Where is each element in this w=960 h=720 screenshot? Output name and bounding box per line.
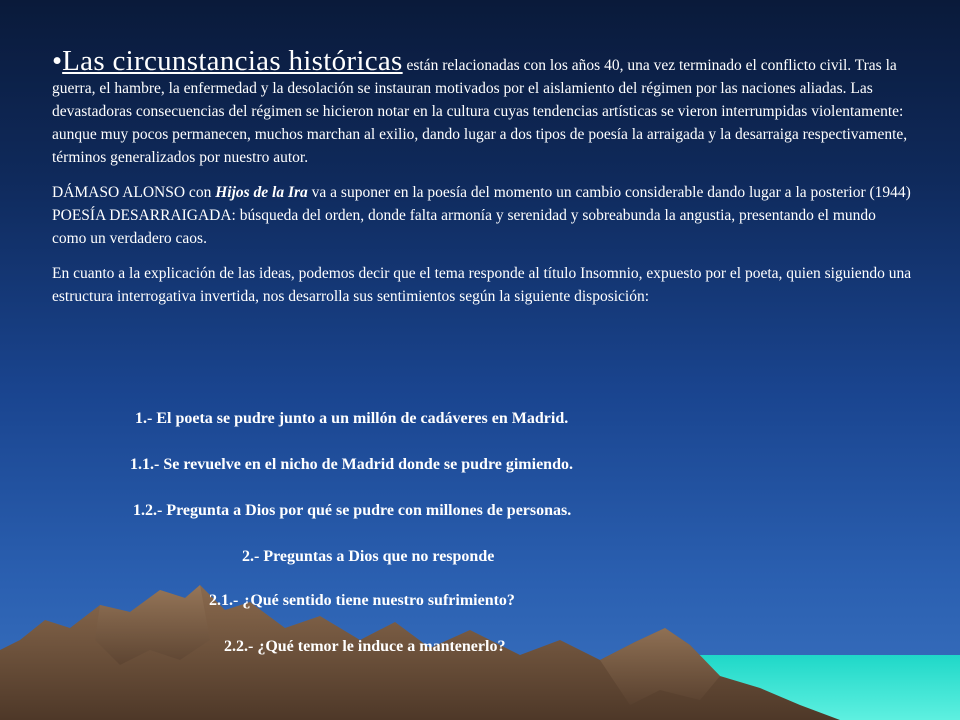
outline-item: 2.1.- ¿Qué sentido tiene nuestro sufrimiento? <box>209 592 515 609</box>
outline-item: 2.2.- ¿Qué temor le induce a mantenerlo? <box>224 638 506 655</box>
outline-item: 1.2.- Pregunta a Dios por qué se pudre con millones de personas. <box>133 502 572 519</box>
section-heading: Las circunstancias históricas <box>62 45 403 77</box>
paragraph-historical-context <box>52 45 912 169</box>
paragraph-3-text: En cuanto a la explicación de las ideas, podemos decir que el tema responde al título Insomnio, expuesto por el poeta, quien siguiendo una estructura interrogativa invertida, nos desarrolla sus sentimientos según la siguiente disposición: <box>52 265 912 305</box>
paragraph-1-text: están relacionadas con los años 40, una vez terminado el conflicto civil. Tras la guerra, el hambre, la enfermedad y la desolación se instauran motivados por el aislamiento del régimen por las naciones aliadas. Las devastadoras consecuencias del régimen se hicieron notar en la cultura cuyas tendencias artísticas se vieron interrumpidas violentamente: aunque muy pocos permanecen, muchos marchan al exilio, dando lugar a dos tipos de poesía la arraigada y la desarraiga respectivamente, términos generalizados por nuestro autor. <box>52 57 908 166</box>
bullet-dot: • <box>52 45 63 77</box>
outline-item: 2.- Preguntas a Dios que no responde <box>242 548 495 565</box>
work-title: Hijos de la Ira <box>215 184 308 201</box>
paragraph-ideas <box>52 262 912 308</box>
outline-item: 1.- El poeta se pudre junto a un millón de cadáveres en Madrid. <box>135 410 569 427</box>
paragraph-2-text: va a suponer en la poesía del momento un cambio considerable dando lugar a la posterior (1944) POESÍA DESARRAIGADA: búsqueda del orden, donde falta armonía y serenidad y sobreabunda la angustia, presentando el mundo como un verdadero caos. <box>52 184 911 247</box>
paragraph-2-intro: DÁMASO ALONSO con <box>52 184 216 201</box>
paragraph-damaso-alonso <box>52 181 912 250</box>
slide-content <box>52 45 912 320</box>
outline-item: 1.1.- Se revuelve en el nicho de Madrid donde se pudre gimiendo. <box>130 456 573 473</box>
